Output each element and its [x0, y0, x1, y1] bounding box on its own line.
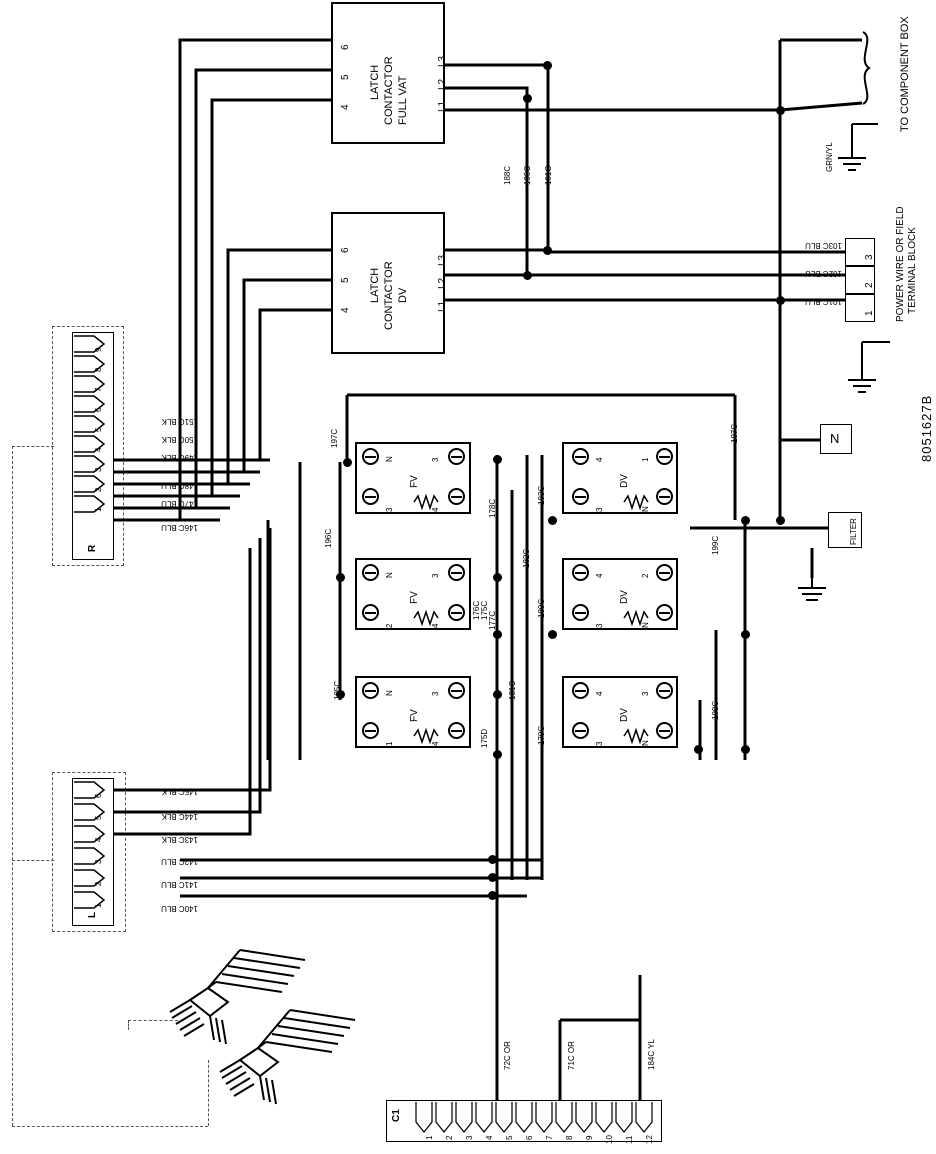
connector-l-leads — [110, 778, 430, 938]
wire-label-184c-yl: 184C YL — [647, 1039, 656, 1070]
connector-c1-pin-10: 10 — [605, 1135, 614, 1144]
relay-dv-2-terminal-3: 3 — [595, 623, 604, 628]
connector-c1-pin-1: 1 — [425, 1135, 434, 1140]
relay-fv-2-terminal-n: N — [385, 572, 394, 578]
relay-dv-2-screw-tl — [572, 564, 589, 581]
relay-fv-3-coil-symbol — [412, 726, 452, 746]
wire-label-195c: 195C — [333, 680, 342, 700]
connector-r-pin-9: 9 — [94, 347, 103, 352]
relay-fv-3-terminal-n: N — [385, 690, 394, 696]
relay-dv-1-coil-symbol — [622, 492, 662, 512]
junction-dot — [488, 873, 497, 882]
fv-coil-terminal-5: 5 — [340, 74, 351, 80]
latch-contactor-dv-label-3: DV — [397, 287, 409, 303]
relay-dv-2-coil-symbol — [622, 608, 662, 628]
relay-fv-1-terminal-n: N — [385, 456, 394, 462]
relay-fv-3-terminal-4: 4 — [431, 741, 440, 746]
relay-fv-1-terminal-3a: 3 — [431, 457, 440, 462]
wire-label-197c-right: 197C — [730, 423, 739, 443]
terminal-block-pin-1: 1 — [864, 310, 875, 316]
junction-dot — [488, 855, 497, 864]
wire-label-175d: 175D — [480, 728, 489, 748]
neutral-block-label: N — [830, 431, 840, 446]
connector-r-pin-3: 3 — [94, 467, 103, 472]
connector-r-pin-2: 2 — [94, 487, 103, 492]
relay-fv-1-screw-bl — [362, 488, 379, 505]
junction-dot — [543, 246, 552, 255]
relay-dv-2-terminal-2: 2 — [641, 573, 650, 578]
relay-fv-2-screw-tl — [362, 564, 379, 581]
wire-label-146c-blu: 146C BLU — [161, 523, 198, 532]
dv-coil-terminal-6: 6 — [340, 247, 351, 253]
terminal-block-cell-2 — [845, 266, 875, 294]
relay-dv-3-coil-symbol — [622, 726, 662, 746]
connector-l-pin-4: 4 — [94, 837, 103, 842]
junction-dot — [694, 745, 703, 754]
connector-c1-pin-6: 6 — [525, 1135, 534, 1140]
connector-c1-pin-8: 8 — [565, 1135, 574, 1140]
relay-fv-1-terminal-4: 4 — [431, 507, 440, 512]
wire-label-181c: 181C — [508, 680, 517, 700]
relay-fv-1-screw-tl — [362, 448, 379, 465]
junction-dot — [776, 516, 785, 525]
wire-label-149c-blk: 149C BLK — [161, 453, 198, 462]
wire-label-103c-blu: 103C BLU — [805, 241, 842, 250]
relay-fv-2-terminal-4: 4 — [431, 623, 440, 628]
latch-contactor-dv-label-2: CONTACTOR — [383, 261, 395, 330]
relay-dv-3-screw-tl — [572, 682, 589, 699]
terminal-block-cell-1 — [845, 294, 875, 322]
relay-fv-2-screw-bl — [362, 604, 379, 621]
relay-dv-3-screw-tr — [656, 682, 673, 699]
junction-dot — [548, 630, 557, 639]
wire-label-188c: 188C — [503, 165, 512, 185]
junction-dot — [741, 745, 750, 754]
connector-l-pin-1: 1 — [94, 903, 103, 908]
relay-fv-3-terminal-1: 1 — [385, 741, 394, 746]
relay-dv-1-screw-bl — [572, 488, 589, 505]
wire-label-148c-blu: 148C BLU — [161, 481, 198, 490]
fv-line-terminal-l1: L1 — [437, 100, 448, 112]
relay-dv-1-terminal-n: N — [641, 506, 650, 512]
ground-symbol-grn-yl — [812, 118, 892, 188]
connector-r-pin-5: 5 — [94, 427, 103, 432]
relay-dv-3-terminal-4: 4 — [595, 691, 604, 696]
wire-label-145c-blk: 145C BLK — [161, 787, 198, 796]
junction-dot — [543, 61, 552, 70]
relay-fv-1-coil-symbol — [412, 492, 452, 512]
wire-label-191c: 191C — [544, 165, 553, 185]
junction-dot — [488, 891, 497, 900]
connector-c1-label: C1 — [391, 1109, 402, 1122]
wire-label-179c: 179C — [537, 725, 546, 745]
fv-coil-terminal-4: 4 — [340, 104, 351, 110]
relay-dv-3-terminal-3a: 3 — [641, 691, 650, 696]
relay-dv-2-terminal-n: N — [641, 622, 650, 628]
relay-dv-3-terminal-3b: 3 — [595, 741, 604, 746]
relay-dv-1-label: DV — [619, 474, 630, 488]
connector-l-pin-6: 6 — [94, 793, 103, 798]
junction-dot — [548, 516, 557, 525]
dv-line-terminal-l3: L3 — [437, 254, 448, 266]
relay-dv-3-terminal-n: N — [641, 740, 650, 746]
connector-c1-pin-4: 4 — [485, 1135, 494, 1140]
wire-label-101c-blu: 101C BLU — [805, 297, 842, 306]
wire-label-175c: 175C — [480, 600, 489, 620]
latch-contactor-full-vat-label-3: FULL VAT — [397, 75, 409, 125]
relay-fv-2-screw-tr — [448, 564, 465, 581]
relay-fv-2-terminal-2: 2 — [385, 623, 394, 628]
connector-r-pin-1: 1 — [94, 507, 103, 512]
relay-fv-1-terminal-3b: 3 — [385, 507, 394, 512]
connector-l-pin-2: 2 — [94, 881, 103, 886]
relay-dv-2-screw-bl — [572, 604, 589, 621]
connector-c1-pin-12: 12 — [645, 1135, 654, 1144]
connector-r-label: R — [87, 544, 98, 552]
dv-coil-terminal-4: 4 — [340, 307, 351, 313]
wire-label-142c-blu: 142C BLU — [161, 857, 198, 866]
relay-fv-2-coil-symbol — [412, 608, 452, 628]
dashed-route-upper-vertical — [128, 1020, 129, 1030]
latch-contactor-full-vat-label-1: LATCH — [369, 64, 381, 100]
dv-line-terminal-l2: L2 — [437, 277, 448, 289]
wire-label-178c: 178C — [488, 498, 497, 518]
dashed-route-to-connector-r — [12, 446, 54, 447]
wire-label-176c: 176C — [472, 600, 481, 620]
relay-dv-1-terminal-3: 3 — [595, 507, 604, 512]
terminal-block-pin-2: 2 — [864, 282, 875, 288]
connector-r-pin-7: 7 — [94, 387, 103, 392]
junction-dot — [523, 271, 532, 280]
terminal-block-caption-1: POWER WIRE OR FIELD — [895, 206, 906, 322]
wire-label-71c-or: 71C OR — [567, 1041, 576, 1070]
earth-ground-symbol — [830, 340, 910, 400]
relay-fv-3-terminal-3: 3 — [431, 691, 440, 696]
relay-dv-2-screw-tr — [656, 564, 673, 581]
relay-fv-1-screw-tr — [448, 448, 465, 465]
fv-line-terminal-l3: L3 — [437, 55, 448, 67]
wire-label-143c-blk: 143C BLK — [161, 835, 198, 844]
wire-label-150c-blk: 150C BLK — [161, 435, 198, 444]
relay-dv-1-screw-tr — [656, 448, 673, 465]
relay-dv-2-terminal-4: 4 — [595, 573, 604, 578]
junction-dot — [493, 630, 502, 639]
connector-r-pin-6: 6 — [94, 407, 103, 412]
relay-fv-3-label: FV — [409, 709, 420, 722]
wire-label-102c-blu: 102C BLU — [805, 269, 842, 278]
to-component-box-label: TO COMPONENT BOX — [899, 16, 911, 132]
relay-fv-1-label: FV — [409, 475, 420, 488]
connector-l-label: L — [87, 911, 98, 918]
filter-ground-symbol — [790, 570, 850, 620]
latch-contactor-full-vat-label-2: CONTACTOR — [383, 56, 395, 125]
connector-c1-pin-2: 2 — [445, 1135, 454, 1140]
relay-fv-3-screw-bl — [362, 722, 379, 739]
wire-label-198c: 198C — [711, 700, 720, 720]
wire-label-197c-left: 197C — [330, 428, 339, 448]
wire-label-199c: 199C — [711, 535, 720, 555]
relay-dv-2-label: DV — [619, 590, 630, 604]
connector-c1-pin-9: 9 — [585, 1135, 594, 1140]
wire-label-196c: 196C — [324, 528, 333, 548]
relay-dv-3-label: DV — [619, 708, 630, 722]
connector-c1-pin-3: 3 — [465, 1135, 474, 1140]
dv-line-terminal-l1: L1 — [437, 300, 448, 312]
connector-r-pin-8: 8 — [94, 367, 103, 372]
connector-c1-pin-5: 5 — [505, 1135, 514, 1140]
latch-contactor-dv-label-1: LATCH — [369, 267, 381, 303]
wire-label-141c-blu: 141C BLU — [161, 880, 198, 889]
connector-l-pin-5: 5 — [94, 815, 103, 820]
terminal-block-pin-3: 3 — [864, 254, 875, 260]
junction-dot — [493, 750, 502, 759]
grn-yl-label: GRN/YL — [825, 142, 834, 172]
wire-label-190c: 190C — [523, 165, 532, 185]
heating-element-icons — [130, 940, 370, 1140]
connector-l-pin-3: 3 — [94, 859, 103, 864]
dashed-route-left-vertical — [12, 446, 13, 1126]
relay-fv-3-screw-tr — [448, 682, 465, 699]
junction-dot — [493, 455, 502, 464]
junction-dot — [741, 516, 750, 525]
wire-label-147c-blu: 147C BLU — [161, 499, 198, 508]
drawing-number: 8051627B — [919, 394, 934, 462]
fv-coil-terminal-6: 6 — [340, 44, 351, 50]
terminal-block-cell-3 — [845, 238, 875, 266]
wire-label-140c-blu: 140C BLU — [161, 904, 198, 913]
wire-label-177c: 177C — [488, 610, 497, 630]
dashed-route-to-connector-l — [12, 860, 54, 861]
junction-dot — [493, 690, 502, 699]
junction-dot — [776, 106, 785, 115]
relay-fv-3-screw-tl — [362, 682, 379, 699]
wire-label-182c: 182C — [522, 548, 531, 568]
wire-label-151c-blk: 151C BLK — [161, 417, 198, 426]
terminal-block-caption-2: TERMINAL BLOCK — [907, 227, 918, 314]
junction-dot — [493, 573, 502, 582]
connector-c1-pin-11: 11 — [625, 1135, 634, 1144]
connector-c1-pin-7: 7 — [545, 1135, 554, 1140]
relay-dv-1-terminal-4: 4 — [595, 457, 604, 462]
junction-dot — [741, 630, 750, 639]
connector-r-pin-4: 4 — [94, 447, 103, 452]
wire-label-144c-blk: 144C BLK — [161, 812, 198, 821]
junction-dot — [523, 94, 532, 103]
junction-dot — [776, 296, 785, 305]
fv-line-terminal-l2: L2 — [437, 78, 448, 90]
relay-fv-2-terminal-3: 3 — [431, 573, 440, 578]
relay-dv-1-terminal-1: 1 — [641, 457, 650, 462]
relay-dv-1-screw-tl — [572, 448, 589, 465]
filter-label: FILTER — [849, 518, 858, 545]
wire-label-183c: 183C — [537, 485, 546, 505]
wire-label-72c-or: 72C OR — [503, 1041, 512, 1070]
wire-label-180c: 180C — [537, 598, 546, 618]
relay-fv-2-label: FV — [409, 591, 420, 604]
dv-coil-terminal-5: 5 — [340, 277, 351, 283]
relay-dv-3-screw-bl — [572, 722, 589, 739]
